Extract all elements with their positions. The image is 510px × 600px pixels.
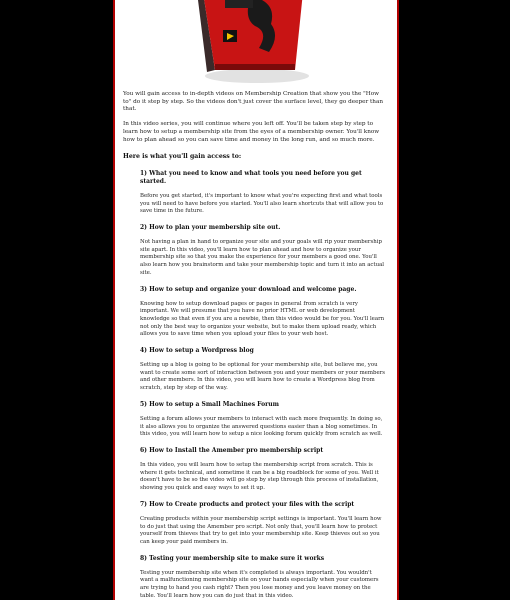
- item-3-title: 3) How to setup and organize your download and welcome page.: [140, 285, 357, 293]
- item-1-title: 1) What you need to know and what tools you need before you get started.: [140, 169, 362, 185]
- intro-paragraph-1: You will gain access to in-depth videos on Membership Creation that show you the "How to" do it step by step. So the videos don't just cover the surface level, they go deeper than that.: [123, 91, 383, 113]
- item-7-title: 7) How to Create products and protect your files with the script: [140, 500, 355, 508]
- item-3-text: Knowing how to setup download pages or pages in general from scratch is very important. We will presume that you have no prior HTML or web development knowledge so that even if you are a newbie, then this video would be for you. You'll learn not only the best way to organize your website, but to make them upload ready, which allows you to save time when you upload your files to your web host.: [140, 300, 385, 338]
- item-7-text: Creating products within your membership script settings is important. You'll learn how to do just that using the Amember pro script. Not only that, you'll learn how to protect yourself from thieves that try to get into your membership site. Keep thieves out so you can keep your paid members in.: [140, 515, 382, 545]
- item-2-title: 2) How to plan your membership site out.: [140, 224, 281, 232]
- item-5-title: 5) How to setup a Small Machines Forum: [140, 400, 279, 408]
- product-box-image: [185, 0, 315, 84]
- item-4-title: 4) How to setup a Wordpress blog: [140, 347, 254, 355]
- gain-access-heading: Here is what you'll gain access to:: [123, 153, 242, 161]
- item-5-text: Setting a forum allows your members to interact with each more frequently. In doing so, it also allows you to organize the answered questions easier than a blog sometimes. In this video, you will learn how to setup a nice looking forum quickly from scratch as well.: [140, 415, 383, 438]
- item-8-title: 8) Testing your membership site to make sure it works: [140, 554, 325, 562]
- item-1-text: Before you get started, it's important to know what you're expecting first and what tools you will need to have before you started. You'll also learn shortcuts that will allow you to save time in the future.: [140, 192, 384, 215]
- item-6-text: In this video, you will learn how to setup the membership script from scratch. This is where it gets technical, and sometime it can be a big roadblock for some of you. Well it doesn't have to be so the video will go step by step through this process of installation, showing you quick and easy ways to set it up.: [140, 461, 379, 492]
- item-6-title: 6) How to Install the Amember pro membership script: [140, 446, 324, 454]
- intro-paragraph-2: In this video series, you will continue where you left off. You'll be taken step by step to learn how to setup a membership site from the eyes of a membership owner. You'll know how to plan ahead so you can save time and money in the long run, and so much more.: [123, 121, 380, 143]
- item-4-text: Setting up a blog is going to be optional for your membership site, but believe me, you want to create some sort of interaction between you and your members or your members and other members. In this video, you will learn how to create a Wordpress blog from scratch, step by step of the way.: [140, 362, 385, 392]
- content-page: [113, 0, 399, 600]
- feature-list: [140, 170, 385, 600]
- item-2-text: Not having a plan in hand to organize your site and your goals will rip your membership site apart. In this video, you'll learn how to plan ahead and how to organize your membership site so that you make the experience for your members a good one. You'll also learn how you brainstorm and take your membership topic and turn it into an actual site.: [140, 239, 385, 276]
- item-8-text: Testing your membership site when it's completed is always important. You wouldn't want a malfunctioning membership site on your hands especially when your customers are trying to hand you cash right? Then you lose money and you leave money on the table. You'll learn how you can do just that in this video.: [140, 569, 379, 599]
